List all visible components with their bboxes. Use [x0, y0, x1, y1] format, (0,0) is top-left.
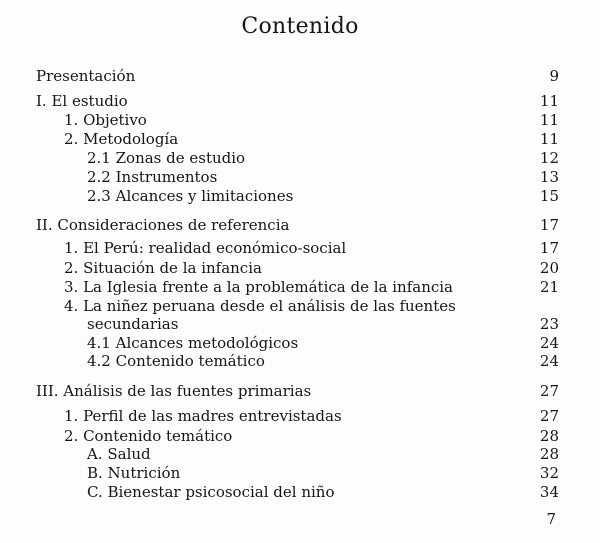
- toc-entry-page: 17: [539, 216, 559, 234]
- toc-entry-section-iii: [0, 381, 600, 401]
- toc-entry: [0, 148, 600, 168]
- toc-entry-page: 11: [539, 92, 559, 110]
- toc-entry: [0, 406, 600, 426]
- toc-entry-label: 1. Perfil de las madres entrevistadas: [64, 407, 342, 425]
- toc-entry-page: 28: [539, 445, 559, 463]
- toc-entry-page: 20: [539, 259, 559, 277]
- toc-entry-label: 4.1 Alcances metodológicos: [87, 334, 299, 352]
- toc-entry: [0, 463, 600, 483]
- toc-entry-label: B. Nutrición: [87, 464, 181, 482]
- toc-entry-page: 24: [539, 352, 559, 370]
- toc-entry-page: 23: [539, 315, 559, 333]
- toc-entry-label: Presentación: [36, 67, 136, 85]
- toc-entry-label: 1. Objetivo: [64, 111, 147, 129]
- toc-entry-section-ii: [0, 215, 600, 235]
- toc-entry-page: 32: [539, 464, 559, 482]
- toc-entry-label: 4.2 Contenido temático: [87, 352, 265, 370]
- toc-entry-continued: [0, 314, 600, 334]
- toc-entry-label: A. Salud: [87, 445, 151, 463]
- toc-entry-page: 27: [539, 382, 559, 400]
- toc-entry: [0, 333, 600, 353]
- toc-entry: [0, 110, 600, 130]
- toc-entry-label: III. Análisis de las fuentes primarias: [36, 382, 312, 400]
- page-title: Contenido: [241, 14, 359, 39]
- toc-entry-page: 27: [539, 407, 559, 425]
- toc-entry-label: I. El estudio: [36, 92, 128, 110]
- toc-entry: [0, 296, 600, 316]
- toc-entry-page: 11: [539, 130, 559, 148]
- toc-entry-page: 24: [539, 334, 559, 352]
- toc-entry: [0, 129, 600, 149]
- toc-entry-label: 2. Contenido temático: [64, 427, 233, 445]
- toc-entry: [0, 167, 600, 187]
- toc-entry: [0, 186, 600, 206]
- toc-entry: [0, 238, 600, 258]
- toc-entry-page: 21: [539, 278, 559, 296]
- toc-entry-label: 2.1 Zonas de estudio: [87, 149, 246, 167]
- toc-entry-page: 12: [539, 149, 559, 167]
- toc-entry: [0, 258, 600, 278]
- toc-entry-page: 11: [539, 111, 559, 129]
- toc-entry: [0, 444, 600, 464]
- toc-entry-page: 15: [539, 187, 559, 205]
- toc-entry-section-i: [0, 91, 600, 111]
- toc-entry-page: 17: [539, 239, 559, 257]
- toc-entry-label: 2.3 Alcances y limitaciones: [87, 187, 294, 205]
- toc-entry-label: 2. Metodología: [64, 130, 179, 148]
- toc-entry-label: 2. Situación de la infancia: [64, 259, 262, 277]
- toc-entry-label: II. Consideraciones de referencia: [36, 216, 290, 234]
- toc-entry-label: secundarias: [87, 315, 179, 333]
- toc-entry: [0, 277, 600, 297]
- toc-entry-page: 13: [539, 168, 559, 186]
- toc-entry-label: C. Bienestar psicosocial del niño: [87, 483, 335, 501]
- toc-entry: [0, 351, 600, 371]
- toc-entry-presentacion: [0, 66, 600, 86]
- page-number: 7: [546, 510, 556, 528]
- toc-entry-label: 1. El Perú: realidad económico-social: [64, 239, 347, 257]
- toc-entry-page: 9: [549, 67, 559, 85]
- toc-entry-page: 28: [539, 427, 559, 445]
- toc-entry-label: 3. La Iglesia frente a la problemática de la infancia: [64, 278, 454, 296]
- toc-entry-label: 4. La niñez peruana desde el análisis de las fuentes: [64, 297, 456, 315]
- toc-entry: [0, 482, 600, 502]
- toc-entry: [0, 426, 600, 446]
- toc-entry-label: 2.2 Instrumentos: [87, 168, 218, 186]
- toc-entry-page: 34: [539, 483, 559, 501]
